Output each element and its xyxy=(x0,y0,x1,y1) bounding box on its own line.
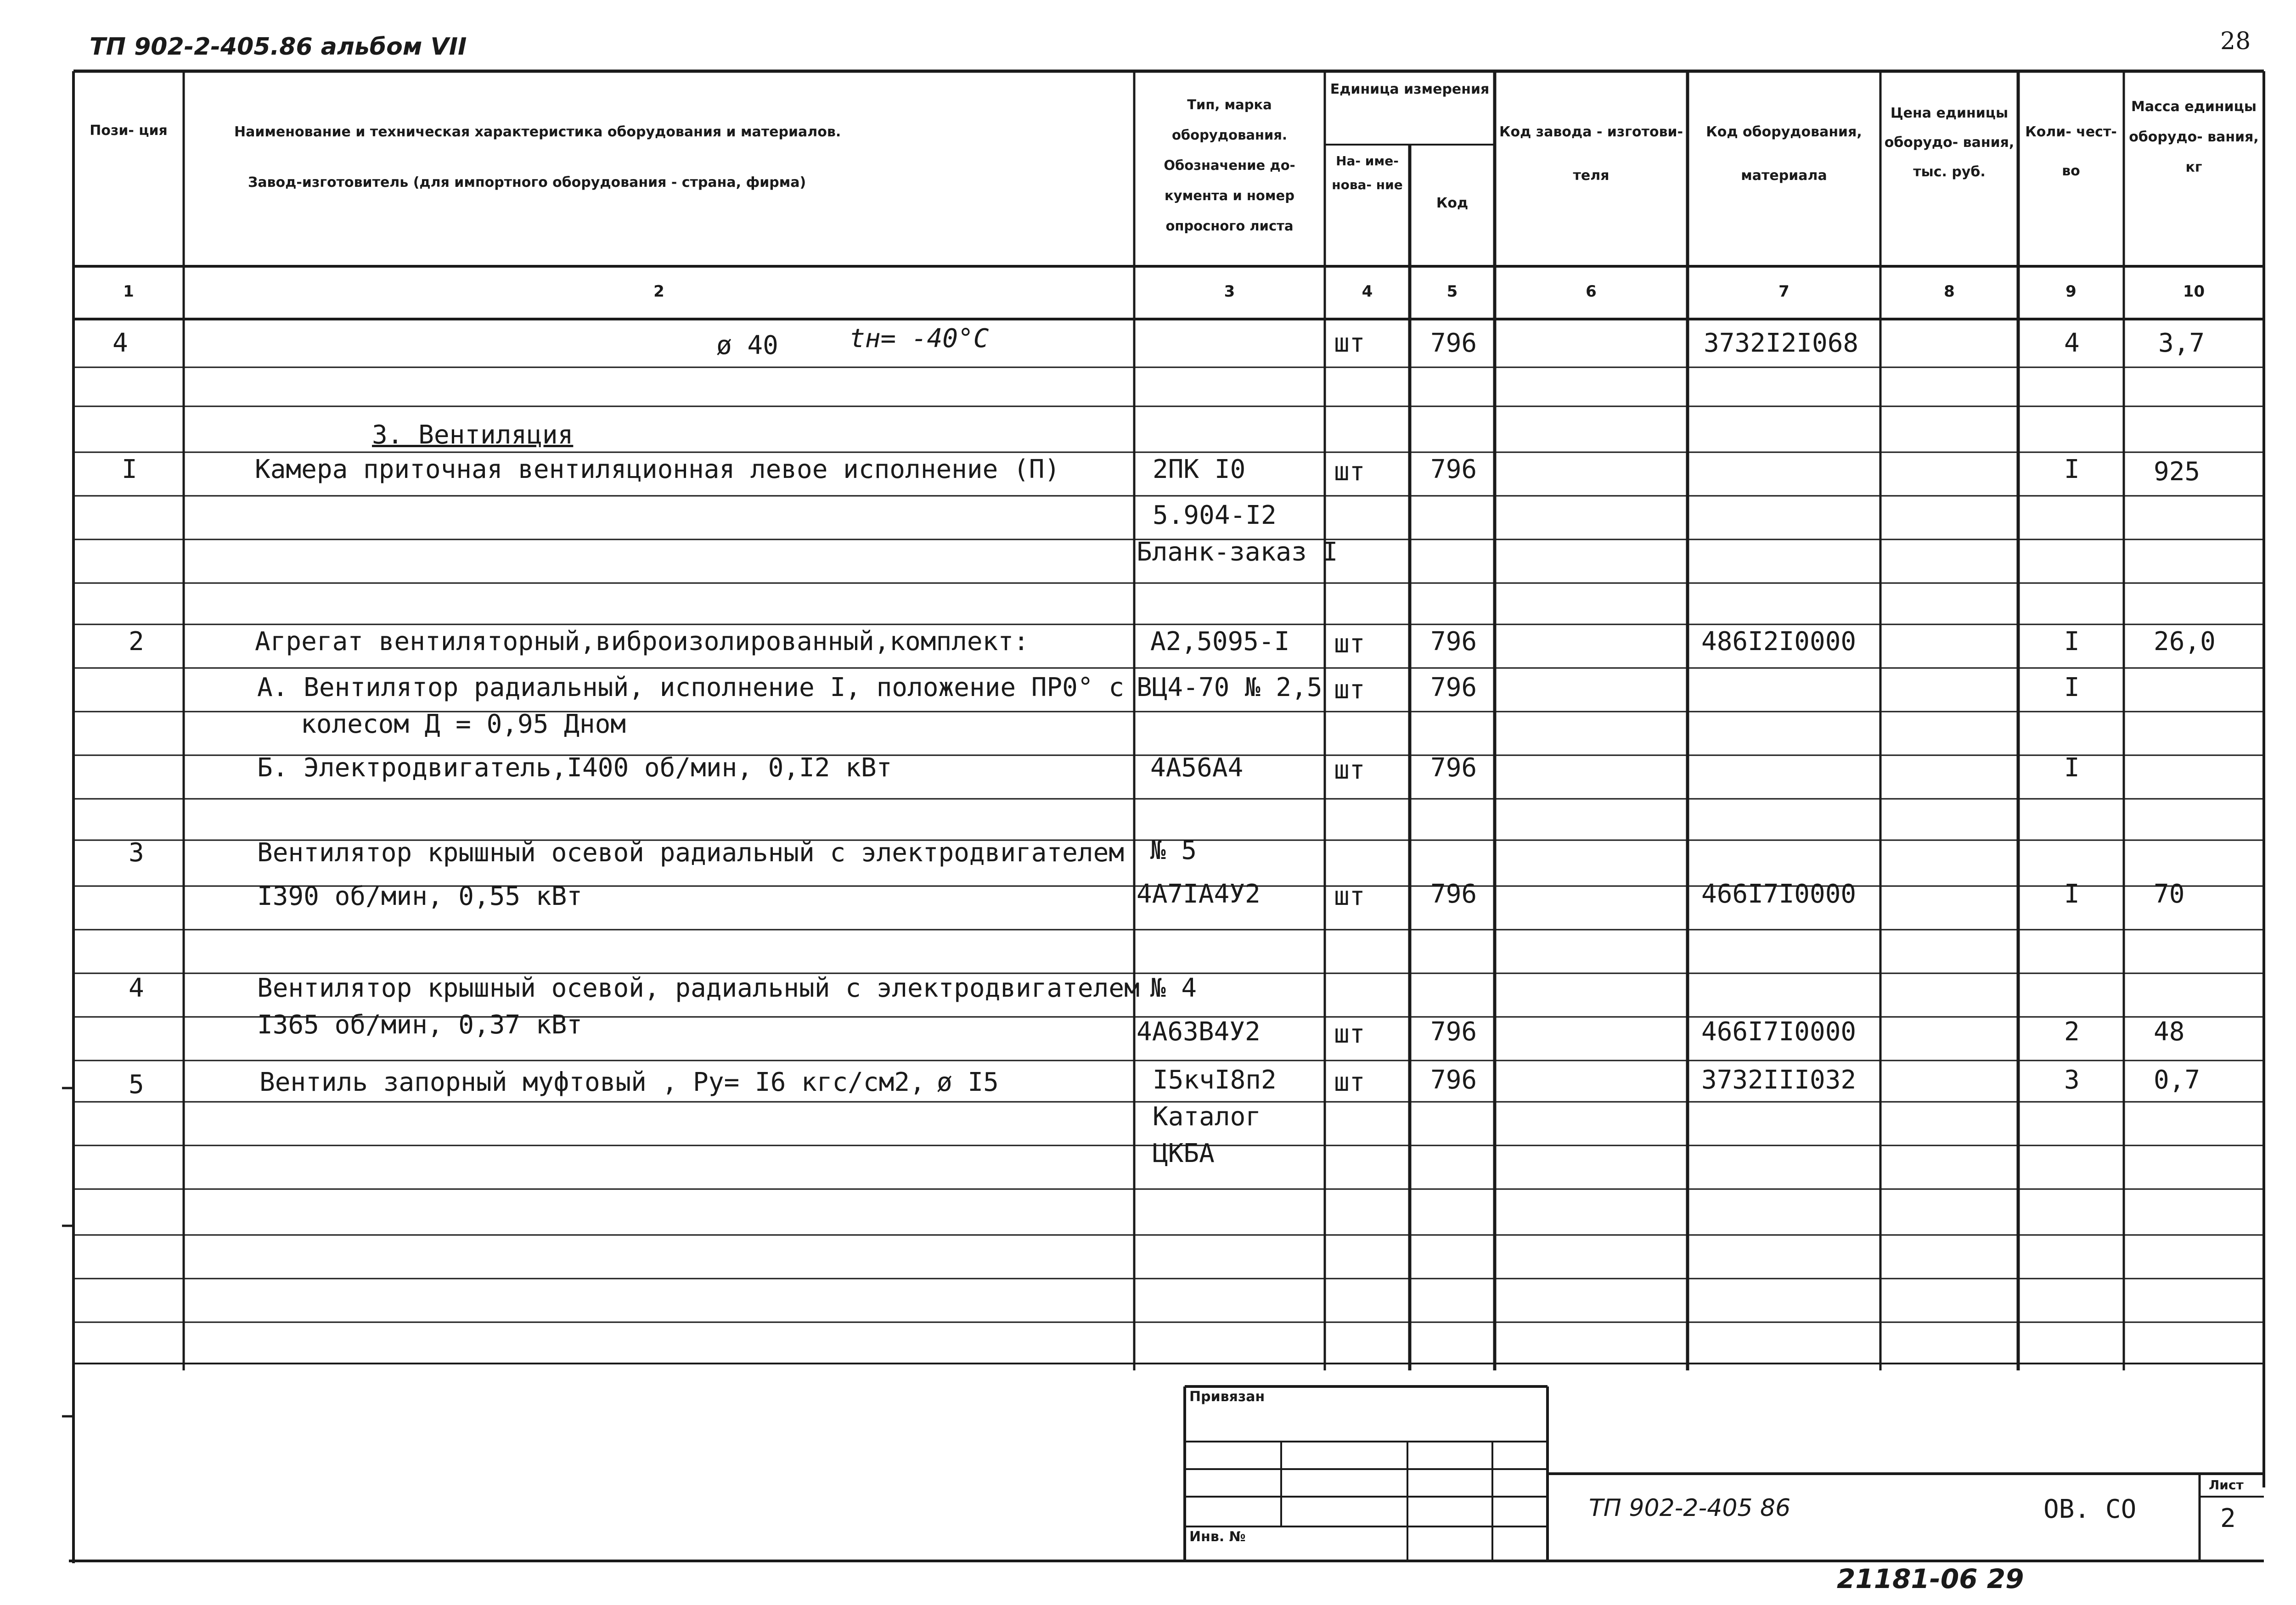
header-quantity: Коли- чест- во xyxy=(2025,124,2117,179)
header-type: Тип, марка оборудования. Обозначение до- кумента и номер опросного листа xyxy=(1164,97,1295,234)
row-quantity: I xyxy=(2064,879,2080,909)
footer-number: 21181-06 29 xyxy=(1837,1563,2024,1594)
row-equipment-code: 466I7I0000 xyxy=(1701,1017,1857,1047)
row-position: 5 xyxy=(129,1070,144,1100)
row-mass: 48 xyxy=(2154,1017,2185,1047)
row-type: № 4 xyxy=(1150,973,1197,1003)
row-name: Б. Электродвигатель,I400 об/мин, 0,I2 кВт xyxy=(257,753,892,783)
header-unit-code: Код xyxy=(1436,195,1469,211)
row-quantity: I xyxy=(2064,627,2080,657)
column-number: 4 xyxy=(1362,282,1373,301)
row-equipment-code: 466I7I0000 xyxy=(1701,879,1857,909)
page-number: 28 xyxy=(2220,28,2251,55)
row-unit: шт xyxy=(1334,755,1365,785)
row-quantity: 3 xyxy=(2064,1065,2080,1095)
row-unit-code: 796 xyxy=(1430,1065,1477,1095)
row-unit-code: 796 xyxy=(1430,673,1477,702)
row-mass: 26,0 xyxy=(2154,627,2216,657)
row-type: А2,5095-I xyxy=(1150,627,1290,657)
column-number: 6 xyxy=(1586,282,1597,301)
column-number: 9 xyxy=(2065,282,2077,301)
header-equipment-code: Код оборудования, материала xyxy=(1706,124,1862,184)
row-name: А. Вентилятор радиальный, исполнение I, положение ПР0° с xyxy=(257,673,1125,702)
row-type: Бланк-заказ I xyxy=(1137,537,1338,567)
column-number: 1 xyxy=(123,282,134,301)
header-mass: Масса единицы оборудо- вания, кг xyxy=(2129,99,2259,175)
row-type: ВЦ4-70 № 2,5 xyxy=(1137,673,1322,702)
section-heading: 3. Вентиляция xyxy=(372,420,574,450)
row-name: Агрегат вентиляторный,виброизолированный,комплект: xyxy=(255,627,1029,657)
column-number: 3 xyxy=(1224,282,1235,301)
row-type: I5кчI8п2 xyxy=(1153,1065,1277,1095)
row-unit: шт xyxy=(1334,1019,1365,1049)
row-name: ø 40 xyxy=(716,331,778,360)
stamp-privyazan: Привязан xyxy=(1189,1389,1265,1405)
stamp-mark: ОВ. СО xyxy=(2043,1494,2137,1524)
row-equipment-code: 3732I2I068 xyxy=(1704,328,1859,358)
column-number: 7 xyxy=(1778,282,1790,301)
header-unit-group: Единица измерения xyxy=(1330,81,1490,97)
row-quantity: I xyxy=(2064,673,2080,702)
row-unit: шт xyxy=(1334,328,1365,358)
row-unit-code: 796 xyxy=(1430,455,1477,484)
row-name-diameter: ø I5 xyxy=(937,1067,999,1097)
column-number: 10 xyxy=(2183,282,2205,301)
stamp-document-code: ТП 902-2-405 86 xyxy=(1589,1494,1791,1522)
row-position: 4 xyxy=(113,328,128,358)
row-quantity: I xyxy=(2064,455,2080,484)
row-type: 2ПК I0 xyxy=(1153,455,1246,484)
row-unit-code: 796 xyxy=(1430,879,1477,909)
row-unit-code: 796 xyxy=(1430,328,1477,358)
row-quantity: 2 xyxy=(2064,1017,2080,1047)
row-position: 3 xyxy=(129,838,144,868)
header-position: Пози- ция xyxy=(90,123,168,139)
row-position: 2 xyxy=(129,627,144,657)
row-name: Вентилятор крышный осевой, радиальный с электродвигателем xyxy=(257,973,1140,1003)
stamp-sheet-label: Лист xyxy=(2209,1477,2244,1493)
row-unit: шт xyxy=(1334,457,1365,487)
row-mass: 0,7 xyxy=(2154,1065,2200,1095)
row-unit-code: 796 xyxy=(1430,753,1477,783)
row-mass: 3,7 xyxy=(2158,328,2205,358)
row-position: I xyxy=(122,455,137,484)
column-number: 5 xyxy=(1446,282,1458,301)
row-unit-code: 796 xyxy=(1430,627,1477,657)
row-mass: 925 xyxy=(2154,457,2200,487)
row-type: ЦКБА xyxy=(1153,1139,1215,1168)
header-name-line2: Завод-изготовитель (для импортного оборудования - страна, фирма) xyxy=(248,174,806,191)
header-name-line1: Наименование и техническая характеристика оборудования и материалов. xyxy=(234,124,841,140)
column-number: 2 xyxy=(653,282,664,301)
row-type: 5.904-I2 xyxy=(1153,500,1277,530)
row-name: Вентилятор крышный осевой радиальный с электродвигателем xyxy=(257,838,1125,868)
row-quantity: I xyxy=(2064,753,2080,783)
row-unit: шт xyxy=(1334,881,1365,911)
row-equipment-code: 486I2I0000 xyxy=(1701,627,1857,657)
row-quantity: 4 xyxy=(2064,328,2080,358)
row-equipment-code: 3732III032 xyxy=(1701,1065,1857,1095)
row-type: Каталог xyxy=(1153,1102,1261,1132)
row-type: 4А56А4 xyxy=(1150,753,1244,783)
header-unit-name: На- име- нова- ние xyxy=(1332,153,1403,192)
stamp-sheet-number: 2 xyxy=(2220,1504,2236,1533)
column-number: 8 xyxy=(1944,282,1955,301)
row-name: Камера приточная вентиляционная левое исполнение (П) xyxy=(255,455,1060,484)
row-name: колесом Д = 0,95 Дном xyxy=(301,709,626,739)
row-unit: шт xyxy=(1334,629,1365,659)
header-price: Цена единицы оборудо- вания, тыс. руб. xyxy=(1884,105,2015,180)
row-name: I365 об/мин, 0,37 кВт xyxy=(257,1010,583,1040)
row-unit: шт xyxy=(1334,675,1365,705)
row-temperature: tн= -40°C xyxy=(850,324,989,354)
row-unit-code: 796 xyxy=(1430,1017,1477,1047)
row-type: 4А63В4У2 xyxy=(1137,1017,1261,1047)
row-type: 4А7IА4У2 xyxy=(1137,879,1261,909)
row-name: Вентиль запорный муфтовый , Ру= I6 кгс/см2, xyxy=(259,1067,925,1097)
header-factory-code: Код завода - изготови- теля xyxy=(1499,124,1683,184)
document-reference: ТП 902-2-405.86 альбом VII xyxy=(90,33,467,61)
row-name: I390 об/мин, 0,55 кВт xyxy=(257,881,583,911)
row-position: 4 xyxy=(129,973,144,1003)
stamp-inventory-number: Инв. № xyxy=(1189,1529,1246,1545)
row-mass: 70 xyxy=(2154,879,2185,909)
row-unit: шт xyxy=(1334,1067,1365,1097)
row-type: № 5 xyxy=(1150,836,1197,865)
